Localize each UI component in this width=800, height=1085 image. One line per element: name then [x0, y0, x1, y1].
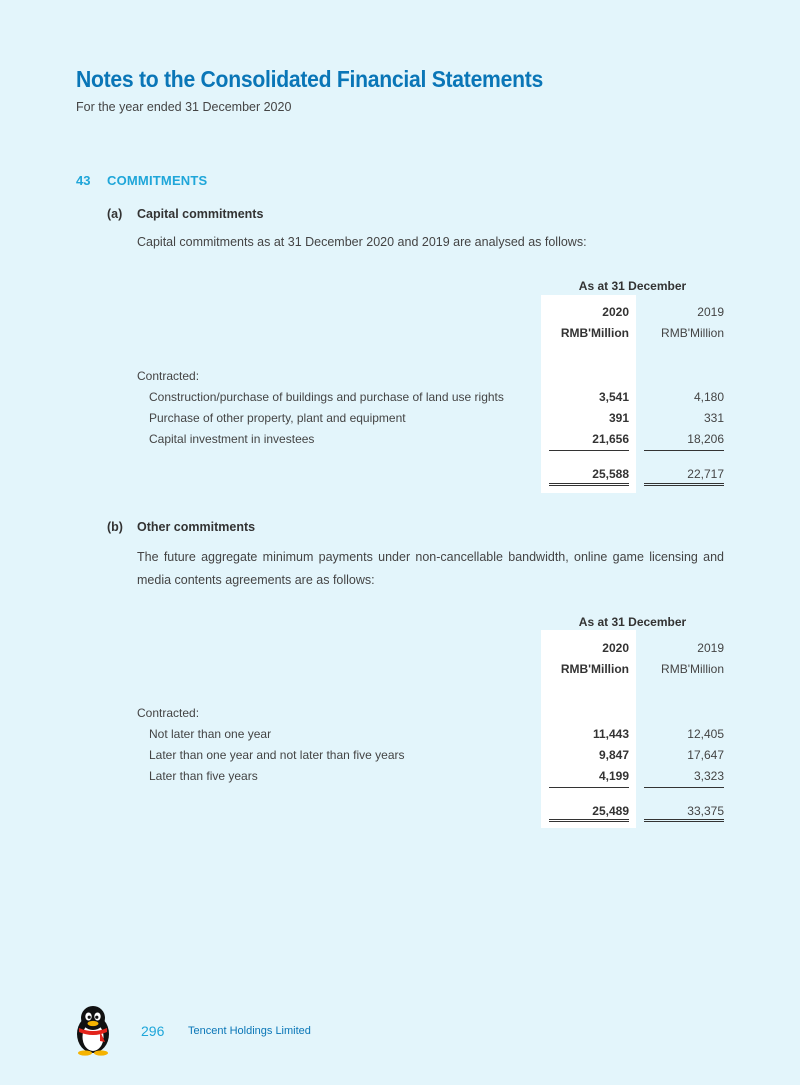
group-label: Contracted: [137, 369, 200, 383]
table-cell-2020: 391 [608, 411, 629, 425]
table-cell-2019: 12,405 [687, 727, 724, 741]
page-subtitle: For the year ended 31 December 2020 [76, 100, 292, 114]
column-header-2020: 2020 [602, 641, 629, 655]
table-cell-2020: 4,199 [598, 769, 629, 783]
total-2020: 25,489 [592, 804, 629, 818]
table-cell-2019: 4,180 [693, 390, 724, 404]
penguin-mascot-icon [72, 1004, 114, 1061]
total-double-rule-2020 [549, 819, 629, 822]
total-2020: 25,588 [592, 467, 629, 481]
column-header-2019: 2019 [697, 641, 724, 655]
subtotal-rule-2020 [549, 450, 629, 451]
section-title: COMMITMENTS [107, 173, 208, 188]
subsection-b-title: Other commitments [137, 520, 256, 534]
as-at-heading: As at 31 December [578, 279, 687, 293]
section-number: 43 [76, 173, 91, 188]
table-row-label: Construction/purchase of buildings and purchase of land use rights [149, 390, 504, 404]
table-row-label: Not later than one year [149, 727, 272, 741]
table-row-label: Capital investment in investees [149, 432, 315, 446]
table-cell-2020: 21,656 [592, 432, 629, 446]
page-title: Notes to the Consolidated Financial Statements [76, 66, 544, 92]
as-at-heading: As at 31 December [578, 615, 687, 629]
total-double-rule-2020 [549, 483, 629, 486]
unit-header-2020: RMB'Million [560, 662, 629, 676]
table-row-label: Later than five years [149, 769, 258, 783]
subtotal-rule-2019 [644, 787, 724, 788]
subtotal-rule-2020 [549, 787, 629, 788]
table-cell-2020: 9,847 [598, 748, 629, 762]
total-2019: 22,717 [687, 467, 724, 481]
table-cell-2019: 18,206 [687, 432, 724, 446]
subsection-a-title: Capital commitments [137, 207, 264, 221]
table-cell-2019: 331 [703, 411, 724, 425]
total-double-rule-2019 [644, 483, 724, 486]
subtotal-rule-2019 [644, 450, 724, 451]
unit-header-2019: RMB'Million [661, 662, 724, 676]
capital-intro: Capital commitments as at 31 December 2020 and 2019 are analysed as follows: [137, 235, 587, 249]
company-name: Tencent Holdings Limited [188, 1025, 311, 1037]
table-cell-2020: 11,443 [592, 727, 629, 741]
table-row-label: Later than one year and not later than five years [149, 748, 405, 762]
subsection-b-label: (b) [107, 520, 123, 534]
unit-header-2020: RMB'Million [560, 326, 629, 340]
unit-header-2019: RMB'Million [661, 326, 724, 340]
table-cell-2019: 17,647 [687, 748, 724, 762]
column-header-2019: 2019 [697, 305, 724, 319]
table-cell-2020: 3,541 [598, 390, 629, 404]
subsection-a-label: (a) [107, 207, 123, 221]
group-label: Contracted: [137, 706, 200, 720]
page-number: 296 [141, 1023, 165, 1039]
total-2019: 33,375 [687, 804, 724, 818]
table-row-label: Purchase of other property, plant and equipment [149, 411, 406, 425]
column-header-2020: 2020 [602, 305, 629, 319]
other-intro: The future aggregate minimum payments under non-cancellable bandwidth, online game licensing and media contents agreements are as follows: [137, 550, 724, 587]
table-cell-2019: 3,323 [693, 769, 724, 783]
total-double-rule-2019 [644, 819, 724, 822]
